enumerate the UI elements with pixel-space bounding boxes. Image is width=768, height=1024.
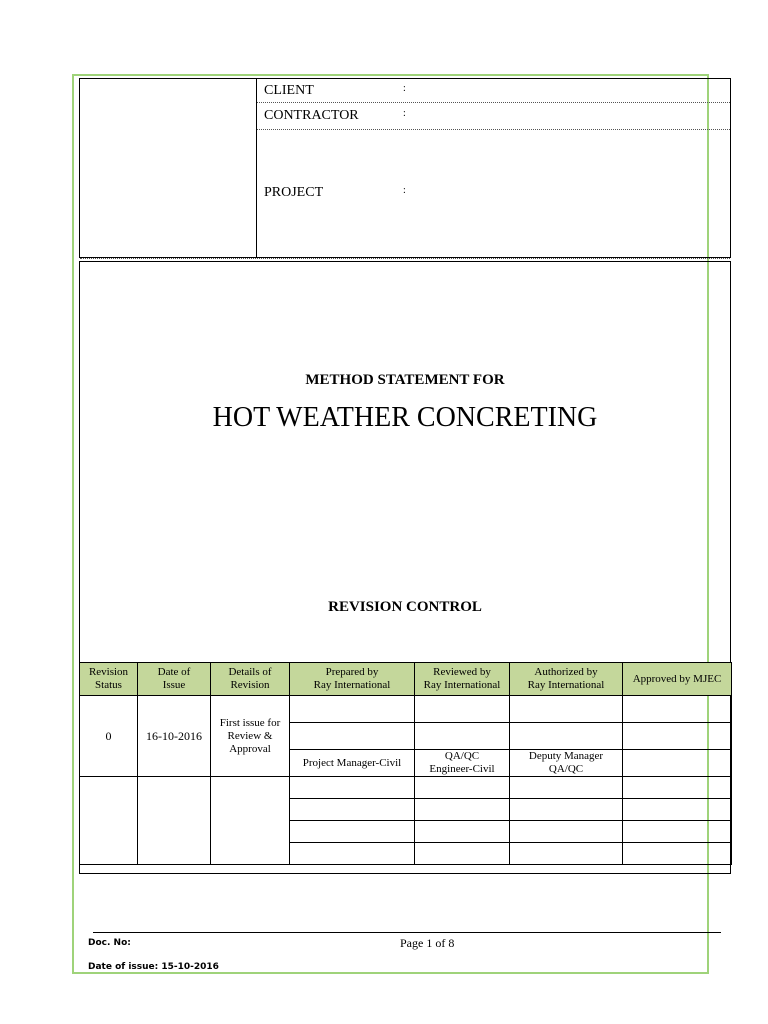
contractor-row bbox=[257, 103, 730, 130]
table-cell bbox=[510, 799, 623, 821]
client-label: CLIENT bbox=[264, 83, 314, 98]
table-cell bbox=[415, 821, 510, 843]
header-date-of-issue: Date of Issue bbox=[138, 663, 211, 696]
header-box bbox=[79, 78, 731, 258]
project-label: PROJECT bbox=[264, 185, 324, 200]
contractor-colon: : bbox=[403, 108, 406, 119]
client-colon: : bbox=[403, 83, 406, 94]
table-cell bbox=[290, 843, 415, 865]
doc-number-label: Doc. No: bbox=[88, 938, 131, 948]
logo-cell bbox=[80, 79, 257, 257]
table-cell bbox=[138, 777, 211, 865]
table-cell bbox=[290, 799, 415, 821]
header-revision-status: Revision Status bbox=[80, 663, 138, 696]
table-cell bbox=[290, 821, 415, 843]
table-cell bbox=[211, 777, 290, 865]
revision-control-heading: REVISION CONTROL bbox=[328, 599, 482, 615]
date-of-issue-label: Date of issue: 15-10-2016 bbox=[88, 962, 219, 972]
date-of-issue-cell: 16-10-2016 bbox=[138, 696, 211, 777]
table-cell bbox=[415, 777, 510, 799]
document-title: HOT WEATHER CONCRETING bbox=[212, 402, 598, 433]
table-cell bbox=[510, 696, 623, 723]
table-cell bbox=[623, 821, 732, 843]
revision-table-header-row bbox=[80, 663, 732, 696]
table-cell bbox=[510, 821, 623, 843]
header-prepared-by: Prepared by Ray International bbox=[290, 663, 415, 696]
contractor-label: CONTRACTOR bbox=[264, 108, 359, 123]
authorized-role-cell: Deputy Manager QA/QC bbox=[510, 750, 623, 777]
table-cell bbox=[623, 723, 732, 750]
table-cell bbox=[623, 777, 732, 799]
project-row bbox=[257, 130, 730, 258]
table-cell bbox=[510, 723, 623, 750]
header-reviewed-by: Reviewed by Ray International bbox=[415, 663, 510, 696]
client-row bbox=[257, 79, 730, 103]
table-cell bbox=[415, 799, 510, 821]
reviewed-role-cell: QA/QC Engineer-Civil bbox=[415, 750, 510, 777]
table-cell bbox=[415, 723, 510, 750]
table-row bbox=[80, 777, 732, 799]
table-cell bbox=[415, 696, 510, 723]
document-subtitle: METHOD STATEMENT FOR bbox=[305, 372, 505, 388]
header-authorized-by: Authorized by Ray International bbox=[510, 663, 623, 696]
prepared-role-cell: Project Manager-Civil bbox=[290, 750, 415, 777]
main-content-box bbox=[79, 261, 731, 874]
table-cell bbox=[80, 777, 138, 865]
table-cell bbox=[623, 696, 732, 723]
footer-divider bbox=[93, 932, 721, 933]
revision-table bbox=[79, 662, 732, 865]
table-cell bbox=[623, 799, 732, 821]
details-cell: First issue for Review & Approval bbox=[211, 696, 290, 777]
header-details-of-revision: Details of Revision bbox=[211, 663, 290, 696]
table-row bbox=[80, 696, 732, 723]
table-cell bbox=[510, 843, 623, 865]
project-colon: : bbox=[403, 185, 406, 196]
table-cell bbox=[623, 750, 732, 777]
page-number: Page 1 of 8 bbox=[400, 936, 455, 950]
table-cell bbox=[290, 723, 415, 750]
revision-status-cell: 0 bbox=[80, 696, 138, 777]
header-approved-by: Approved by MJEC bbox=[623, 663, 732, 696]
table-cell bbox=[415, 843, 510, 865]
table-cell bbox=[623, 843, 732, 865]
table-cell bbox=[510, 777, 623, 799]
table-cell bbox=[290, 777, 415, 799]
table-cell bbox=[290, 696, 415, 723]
